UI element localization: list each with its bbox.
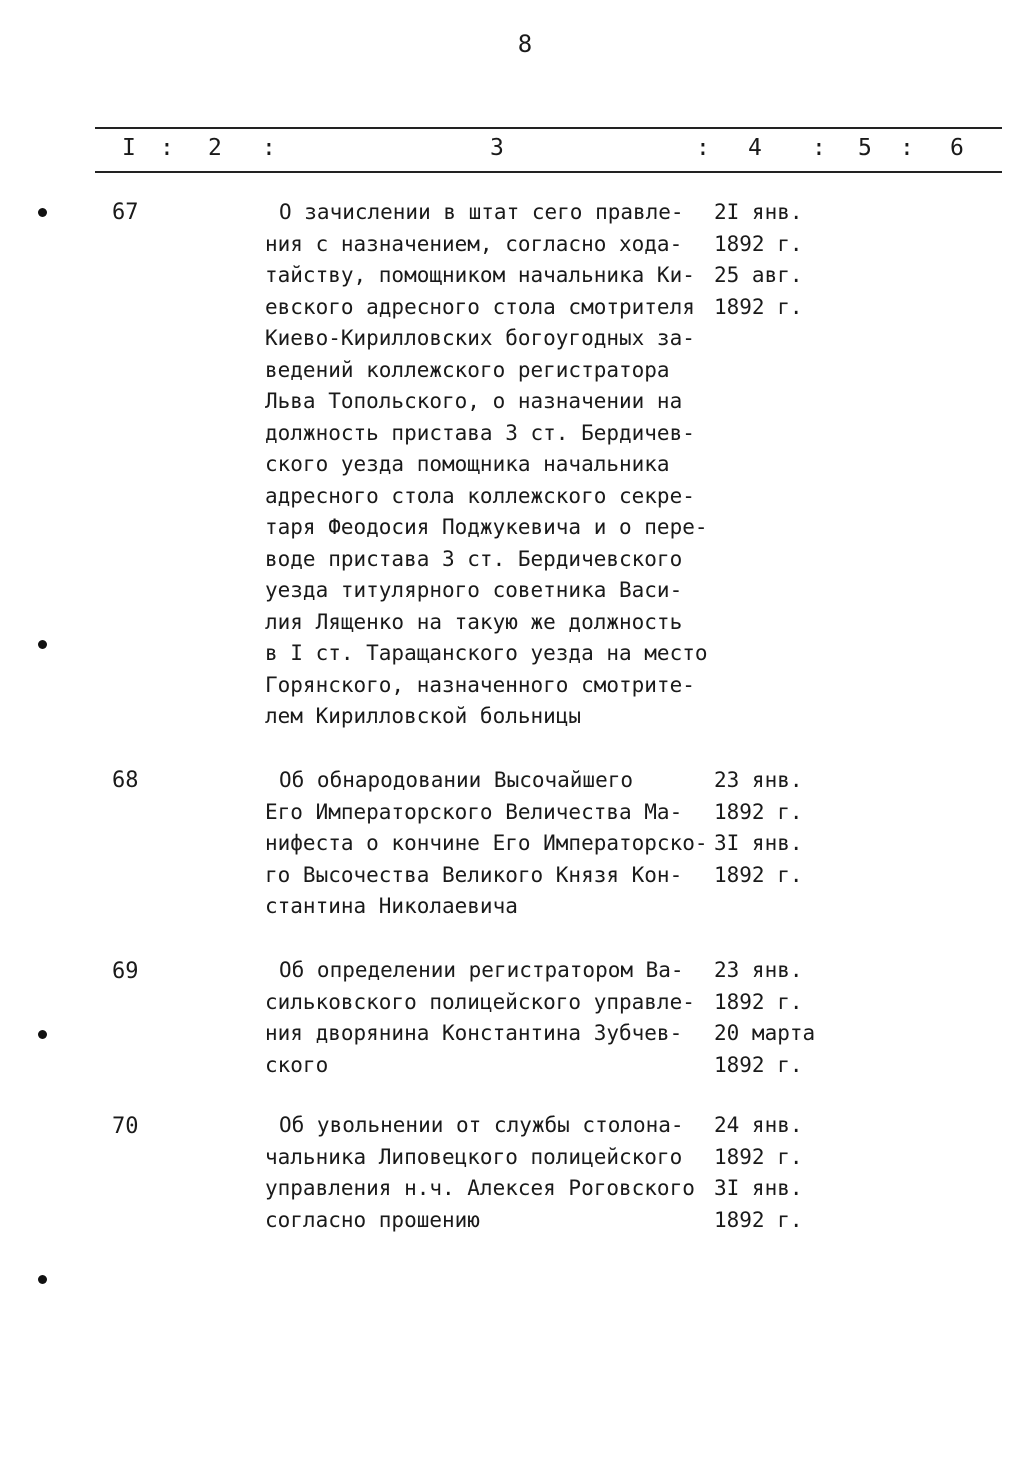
description-line: О зачислении в штат сего правле- [279, 200, 684, 224]
entry-description [265, 1110, 725, 1236]
entry-description [265, 197, 725, 733]
column-separator: : [262, 135, 276, 161]
punch-hole-mark [38, 1275, 47, 1284]
date-line: 1892 г. [714, 1144, 803, 1169]
column-header-6: 6 [950, 135, 964, 161]
description-line: Об определении регистратором Ва- [279, 958, 684, 982]
description-line: стантина Николаевича [265, 894, 518, 918]
date-line: 1892 г. [714, 231, 803, 256]
description-line: воде пристава 3 ст. Бердичевского [265, 546, 683, 571]
date-line: 1892 г. [714, 989, 803, 1014]
column-header-5: 5 [858, 135, 872, 161]
description-line: тайству, помощником начальника Ки- [265, 263, 695, 287]
punch-hole-mark [38, 640, 47, 649]
column-separator: : [696, 135, 710, 161]
date-line: 1892 г. [714, 1207, 803, 1232]
date-line: 25 авг. [714, 263, 803, 287]
date-line: 23 янв. [714, 768, 803, 792]
punch-hole-mark [38, 208, 47, 217]
date-line: 1892 г. [714, 862, 803, 887]
entry-number: 70 [112, 1114, 139, 1139]
description-line: в I ст. Таращанского уезда на место [265, 641, 708, 665]
description-line: го Высочества Великого Князя Кон- [265, 862, 683, 887]
entry-dates [714, 197, 803, 323]
description-line: ния дворянина Константина Зубчев- [265, 1021, 683, 1045]
description-line: Об увольнении от службы столона- [279, 1113, 684, 1137]
date-line: 3I янв. [714, 1176, 803, 1200]
date-line: 1892 г. [714, 799, 803, 824]
column-header-2: 2 [208, 135, 222, 161]
description-line: лия Лященко на такую же должность [265, 609, 683, 634]
column-separator: : [900, 135, 914, 161]
description-line: ведений коллежского регистратора [265, 357, 670, 382]
date-line: 3I янв. [714, 831, 803, 855]
description-line: ния с назначением, согласно хода- [265, 231, 683, 256]
description-line: нифеста о кончине Его Императорско- [265, 831, 708, 855]
description-line: Об обнародовании Высочайшего [279, 768, 634, 792]
description-line: чальника Липовецкого полицейского [265, 1144, 683, 1169]
description-line: таря Феодосия Поджукевича и о пере- [265, 515, 708, 539]
entry-number: 68 [112, 768, 139, 793]
entry-dates [714, 765, 803, 891]
description-line: согласно прошению [265, 1207, 480, 1232]
description-line: Киево-Кирилловских богоугодных за- [265, 326, 695, 350]
entry-number: 67 [112, 200, 139, 225]
header-rule-top [95, 127, 1002, 129]
column-header-4: 4 [748, 135, 762, 161]
description-line: Его Императорского Величества Ма- [265, 799, 683, 824]
header-rule-bottom [95, 171, 1002, 173]
entry-description [265, 955, 725, 1081]
entry-dates [714, 1110, 803, 1236]
date-line: 2I янв. [714, 200, 803, 224]
description-line: должность пристава 3 ст. Бердичев- [265, 420, 695, 445]
description-line: сильковского полицейского управле- [265, 989, 695, 1014]
date-line: 1892 г. [714, 294, 803, 319]
date-line: 24 янв. [714, 1113, 803, 1137]
page-number: 8 [517, 30, 533, 58]
column-header-1: I [122, 135, 136, 161]
entry-dates [714, 955, 815, 1081]
description-line: Горянского, назначенного смотрите- [265, 672, 695, 697]
column-separator: : [812, 135, 826, 161]
column-header-3: 3 [490, 135, 504, 161]
description-line: евского адресного стола смотрителя [265, 294, 695, 319]
date-line: 23 янв. [714, 958, 803, 982]
punch-hole-mark [38, 1030, 47, 1039]
description-line: Льва Топольского, о назначении на [265, 389, 683, 413]
date-line: 1892 г. [714, 1052, 803, 1077]
entry-description [265, 765, 725, 923]
description-line: ского [265, 1052, 329, 1077]
description-line: лем Кирилловской больницы [265, 704, 582, 728]
description-line: адресного стола коллежского секре- [265, 483, 695, 508]
description-line: уезда титулярного советника Васи- [265, 578, 683, 602]
column-separator: : [160, 135, 174, 161]
description-line: управления н.ч. Алексея Роговского [265, 1176, 695, 1200]
description-line: ского уезда помощника начальника [265, 452, 670, 476]
entry-number: 69 [112, 959, 139, 984]
date-line: 20 марта [714, 1021, 816, 1045]
